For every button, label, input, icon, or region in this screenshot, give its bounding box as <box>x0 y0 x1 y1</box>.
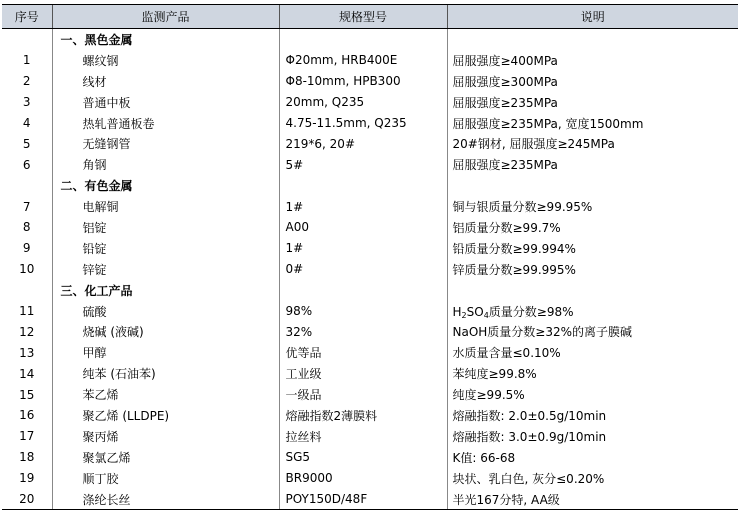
row-spec: 5# <box>279 154 447 175</box>
table-header <box>2 5 738 29</box>
row-no: 10 <box>19 262 35 277</box>
row-note: 屈服强度≥235MPa <box>447 92 738 113</box>
row-product: 纯苯 (石油苯) <box>52 363 279 384</box>
table-row <box>2 342 738 363</box>
row-no: 8 <box>22 220 31 235</box>
row-note <box>447 301 738 322</box>
row-product: 角钢 <box>52 154 279 175</box>
row-no: 16 <box>19 408 35 423</box>
row-note: 屈服强度≥235MPa <box>447 154 738 175</box>
monitoring-products-table <box>2 4 738 510</box>
row-spec: SG5 <box>279 447 447 468</box>
table-row <box>2 321 738 342</box>
row-note: 半光167分特, AA级 <box>447 489 738 510</box>
table-row <box>2 133 738 154</box>
row-note: 屈服强度≥400MPa <box>447 50 738 71</box>
header-note: 说明 <box>447 5 738 29</box>
row-spec: 4.75-11.5mm, Q235 <box>279 113 447 134</box>
row-note: 块状、乳白色, 灰分≤0.20% <box>447 468 738 489</box>
header-spec: 规格型号 <box>279 5 447 29</box>
row-note: NaOH质量分数≥32%的离子膜碱 <box>447 321 738 342</box>
row-no: 7 <box>22 199 31 214</box>
formula-sub-2: 2 <box>461 310 467 320</box>
table-row <box>2 426 738 447</box>
row-product: 聚乙烯 (LLDPE) <box>52 405 279 426</box>
row-product: 甲醇 <box>52 342 279 363</box>
row-spec: 219*6, 20# <box>279 133 447 154</box>
row-spec: A00 <box>279 217 447 238</box>
row-no: 3 <box>22 95 31 110</box>
row-product: 线材 <box>52 71 279 92</box>
row-no: 5 <box>22 136 31 151</box>
table-row <box>2 217 738 238</box>
header-row <box>2 5 738 29</box>
formula-h: H <box>452 304 462 319</box>
row-spec: 0# <box>279 259 447 280</box>
section-row-chemical <box>2 280 738 301</box>
row-no: 20 <box>2 489 52 510</box>
row-no: 15 <box>19 387 35 402</box>
row-no: 9 <box>22 241 31 256</box>
row-note: 纯度≥99.5% <box>447 384 738 405</box>
table-row <box>2 71 738 92</box>
section-row-nonferrous <box>2 175 738 196</box>
row-note: 20#钢材, 屈服强度≥245MPa <box>447 133 738 154</box>
section-title: 二、有色金属 <box>52 175 279 196</box>
table-row <box>2 92 738 113</box>
row-spec: 优等品 <box>279 342 447 363</box>
row-note: 铝质量分数≥99.7% <box>447 217 738 238</box>
row-no: 12 <box>19 324 35 339</box>
row-spec: 一级品 <box>279 384 447 405</box>
row-spec: 工业级 <box>279 363 447 384</box>
row-no: 6 <box>22 157 31 172</box>
table-row <box>2 447 738 468</box>
row-no: 4 <box>22 116 31 130</box>
table-row <box>2 259 738 280</box>
row-note: 屈服强度≥300MPa <box>447 71 738 92</box>
row-note: K值: 66-68 <box>447 447 738 468</box>
row-note: 水质量含量≤0.10% <box>447 342 738 363</box>
row-note: 苯纯度≥99.8% <box>447 363 738 384</box>
table-row <box>2 363 738 384</box>
table-row <box>2 50 738 71</box>
header-no: 序号 <box>2 5 52 29</box>
row-spec: 1# <box>279 238 447 259</box>
row-product: 普通中板 <box>52 92 279 113</box>
table-row <box>2 405 738 426</box>
row-spec: 20mm, Q235 <box>279 92 447 113</box>
row-product: 涤纶长丝 <box>52 489 279 510</box>
row-product: 顺丁胶 <box>52 468 279 489</box>
row-no: 13 <box>19 345 35 360</box>
row-spec: 熔融指数2薄膜料 <box>279 405 447 426</box>
section-title: 三、化工产品 <box>52 280 279 301</box>
section-row-ferrous <box>2 29 738 50</box>
row-spec: 1# <box>279 196 447 217</box>
row-product: 螺纹钢 <box>52 50 279 71</box>
table-row <box>2 238 738 259</box>
row-spec: Φ20mm, HRB400E <box>279 50 447 71</box>
table-row <box>2 489 738 510</box>
row-note: 铅质量分数≥99.994% <box>447 238 738 259</box>
row-no: 2 <box>22 74 31 89</box>
row-note: 锌质量分数≥99.995% <box>447 259 738 280</box>
row-no: 19 <box>19 471 35 486</box>
table-row <box>2 301 738 322</box>
row-spec: Φ8-10mm, HPB300 <box>279 71 447 92</box>
formula-so: SO <box>466 304 484 319</box>
row-no: 18 <box>19 450 35 465</box>
row-product: 铝锭 <box>52 217 279 238</box>
row-product: 烧碱 (液碱) <box>52 321 279 342</box>
row-note: 铜与银质量分数≥99.95% <box>447 196 738 217</box>
table-body <box>2 29 738 510</box>
row-no: 17 <box>19 429 35 444</box>
row-note: 熔融指数: 3.0±0.9g/10min <box>447 426 738 447</box>
row-no: 11 <box>19 304 35 319</box>
row-product: 铅锭 <box>52 238 279 259</box>
row-spec: BR9000 <box>279 468 447 489</box>
row-product: 锌锭 <box>52 259 279 280</box>
row-spec: 拉丝料 <box>279 426 447 447</box>
table-row <box>2 154 738 175</box>
row-product: 聚氯乙烯 <box>52 447 279 468</box>
table-row <box>2 113 738 134</box>
row-product: 苯乙烯 <box>52 384 279 405</box>
row-product: 热轧普通板卷 <box>52 113 279 134</box>
row-note: 屈服强度≥235MPa, 宽度1500mm <box>447 113 738 134</box>
row-note: 熔融指数: 2.0±0.5g/10min <box>447 405 738 426</box>
row-spec: POY150D/48F <box>279 489 447 510</box>
table-row <box>2 196 738 217</box>
row-product: 聚丙烯 <box>52 426 279 447</box>
row-spec: 32% <box>279 321 447 342</box>
table-row <box>2 384 738 405</box>
row-spec: 98% <box>279 301 447 322</box>
row-product: 硫酸 <box>52 301 279 322</box>
row-product: 无缝钢管 <box>52 133 279 154</box>
row-product: 电解铜 <box>52 196 279 217</box>
header-product: 监测产品 <box>52 5 279 29</box>
table-row <box>2 468 738 489</box>
section-title: 一、黑色金属 <box>52 29 279 50</box>
note-rest: 质量分数≥98% <box>488 304 574 319</box>
row-no: 1 <box>22 53 31 68</box>
formula-sub-4: 4 <box>483 310 489 320</box>
row-no: 14 <box>19 366 35 381</box>
